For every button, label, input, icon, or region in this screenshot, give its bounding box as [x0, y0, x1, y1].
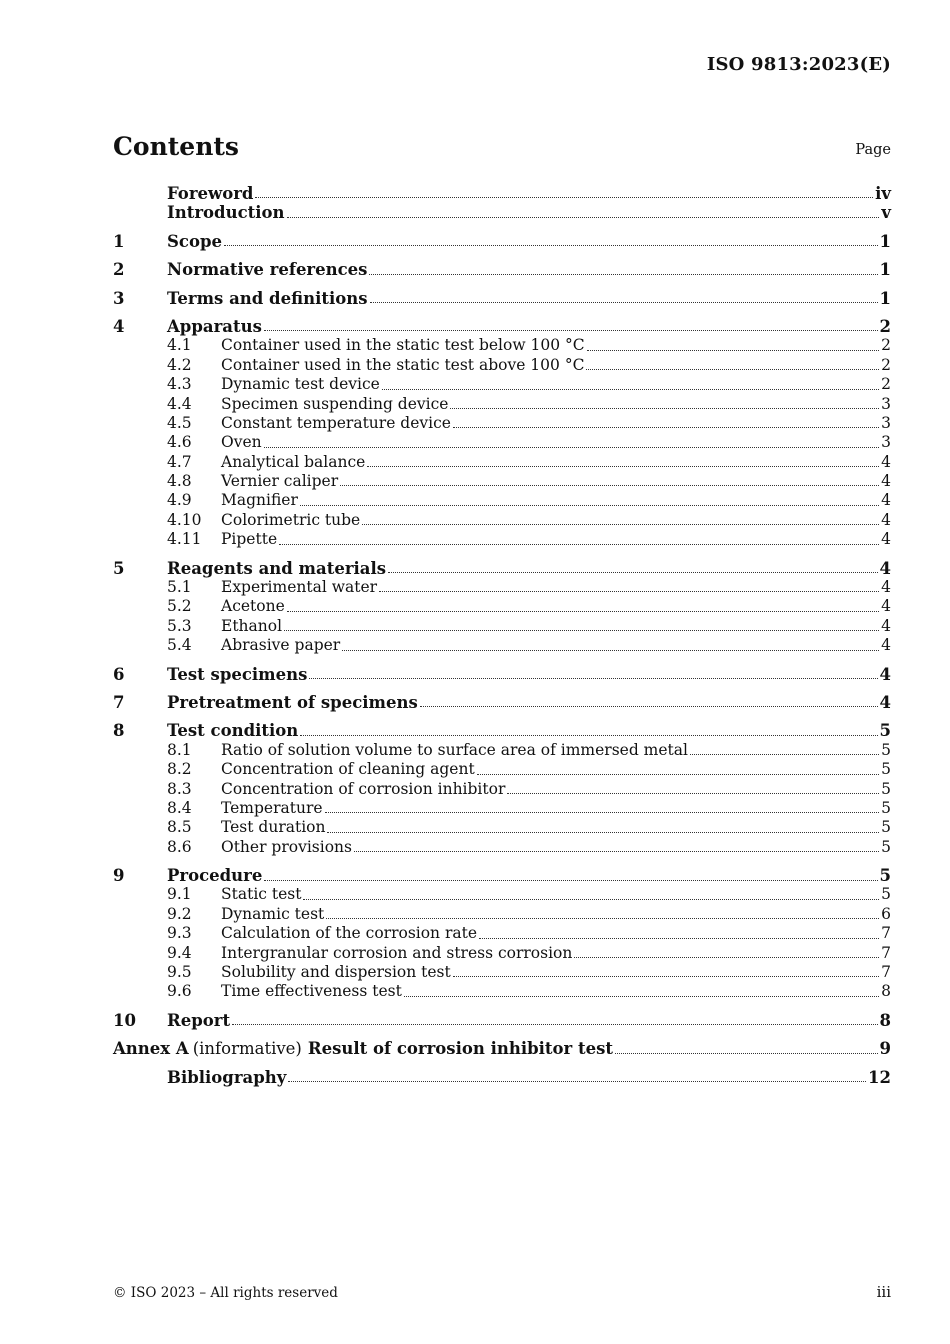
toc-title: Constant temperature device [221, 413, 451, 432]
toc-entry[interactable] [113, 232, 891, 251]
toc-subentry[interactable] [113, 886, 891, 905]
toc-page-number: 5 [881, 818, 891, 837]
toc-page-number: 1 [879, 260, 891, 280]
dot-leader [340, 484, 879, 486]
toc-title: Introduction [167, 203, 285, 223]
toc-number: 9.1 [167, 885, 192, 904]
dot-leader [303, 898, 879, 900]
toc-subentry[interactable] [113, 818, 891, 837]
toc-title: Report [167, 1010, 231, 1030]
toc-page-number: 4 [881, 452, 891, 471]
toc-title: Oven [221, 433, 262, 452]
table-of-contents [113, 184, 891, 1087]
toc-title: Test duration [221, 818, 326, 837]
toc-subentry[interactable] [113, 375, 891, 394]
toc-page-number: 4 [879, 692, 891, 712]
toc-number: 9 [113, 866, 125, 886]
dot-leader [479, 937, 879, 939]
toc-entry[interactable] [113, 866, 891, 885]
toc-title: Time effectiveness test [221, 982, 402, 1001]
toc-entry[interactable] [113, 1068, 891, 1087]
toc-subentry[interactable] [113, 760, 891, 779]
dot-leader [264, 329, 878, 331]
toc-number: 4.6 [167, 433, 192, 452]
dot-leader [362, 523, 879, 525]
toc-title: Calculation of the corrosion rate [221, 924, 478, 943]
document-id: ISO 9813:2023(E) [706, 54, 891, 75]
dot-leader [507, 792, 879, 794]
toc-title: Apparatus [167, 316, 262, 336]
toc-number: 5.2 [167, 597, 192, 616]
toc-page-number: 4 [879, 664, 891, 684]
toc-subentry[interactable] [113, 414, 891, 433]
toc-number: 9.5 [167, 963, 192, 982]
toc-page-number: 4 [881, 491, 891, 510]
toc-number: 8 [113, 721, 125, 741]
dot-leader [404, 995, 879, 997]
toc-page-number: 4 [881, 472, 891, 491]
toc-entry[interactable] [113, 1039, 891, 1058]
toc-entry[interactable] [113, 721, 891, 740]
toc-subentry[interactable] [113, 982, 891, 1001]
toc-page-number: 5 [881, 740, 891, 759]
toc-page-number: 4 [881, 616, 891, 635]
toc-number: 9.6 [167, 982, 192, 1001]
toc-subentry[interactable] [113, 511, 891, 530]
toc-title: Dynamic test device [221, 375, 380, 394]
toc-subentry[interactable] [113, 336, 891, 355]
toc-page-number: 1 [879, 231, 891, 251]
toc-number: 4.1 [167, 336, 192, 355]
toc-subentry[interactable] [113, 433, 891, 452]
toc-number: 4.3 [167, 375, 192, 394]
toc-number: 4.7 [167, 452, 192, 471]
dot-leader [326, 917, 879, 919]
toc-page-number: 4 [881, 636, 891, 655]
annex-info: (informative) [192, 1039, 302, 1059]
toc-number: 5.3 [167, 616, 192, 635]
toc-page-number: 2 [879, 316, 891, 336]
dot-leader [287, 216, 880, 218]
dot-leader [382, 388, 879, 390]
toc-subentry[interactable] [113, 741, 891, 760]
page-number: iii [876, 1283, 891, 1301]
toc-subentry[interactable] [113, 924, 891, 943]
toc-number: 5 [113, 558, 125, 578]
toc-number: 5.4 [167, 636, 192, 655]
dot-leader [367, 465, 879, 467]
toc-title: Abrasive paper [221, 636, 341, 655]
toc-page-number: 5 [879, 721, 891, 741]
dot-leader [224, 244, 878, 246]
toc-subentry[interactable] [113, 799, 891, 818]
dot-leader [690, 753, 879, 755]
page-column-label: Page [855, 142, 891, 158]
toc-page-number: 7 [881, 924, 891, 943]
toc-entry[interactable] [113, 317, 891, 336]
toc-subentry[interactable] [113, 472, 891, 491]
toc-title: Concentration of corrosion inhibitor [221, 779, 506, 798]
toc-entry[interactable] [113, 203, 891, 222]
toc-page-number: 5 [881, 837, 891, 856]
toc-title: Intergranular corrosion and stress corrosion [221, 943, 573, 962]
toc-title: Analytical balance [221, 452, 366, 471]
copyright-footer: © ISO 2023 – All rights reserved [113, 1285, 338, 1301]
dot-leader [300, 504, 879, 506]
toc-subentry[interactable] [113, 597, 891, 616]
toc-page-number: 5 [881, 760, 891, 779]
dot-leader [279, 543, 879, 545]
toc-subentry[interactable] [113, 453, 891, 472]
toc-number: 4.9 [167, 491, 192, 510]
toc-page-number: 2 [881, 355, 891, 374]
toc-title: Temperature [221, 798, 323, 817]
toc-number: 9.4 [167, 943, 192, 962]
toc-subentry[interactable] [113, 838, 891, 857]
toc-title: Ethanol [221, 616, 283, 635]
toc-entry[interactable] [113, 184, 891, 203]
toc-page-number: 5 [881, 798, 891, 817]
toc-entry[interactable] [113, 1011, 891, 1030]
toc-number: 5.1 [167, 578, 192, 597]
dot-leader [453, 975, 879, 977]
toc-title: Ratio of solution volume to surface area of immersed metal [221, 740, 688, 759]
toc-entry[interactable] [113, 559, 891, 578]
annex-label: Annex A [113, 1039, 189, 1059]
dot-leader [369, 273, 877, 275]
dot-leader [450, 407, 879, 409]
toc-number: 8.3 [167, 779, 192, 798]
toc-page-number: 5 [879, 866, 891, 886]
toc-title: Scope [167, 231, 223, 251]
toc-title: Pipette [221, 530, 278, 549]
toc-page-number: 5 [881, 885, 891, 904]
toc-page-number: 2 [881, 375, 891, 394]
toc-subentry[interactable] [113, 636, 891, 655]
dot-leader [309, 677, 877, 679]
toc-page-number: 8 [881, 982, 891, 1001]
dot-leader [264, 879, 877, 881]
dot-leader [477, 773, 879, 775]
toc-number: 1 [113, 231, 125, 251]
toc-number: 4.11 [167, 530, 202, 549]
dot-leader [388, 571, 877, 573]
toc-title: Procedure [167, 866, 263, 886]
toc-number: 9.3 [167, 924, 192, 943]
toc-title: Experimental water [221, 578, 378, 597]
toc-subentry[interactable] [113, 944, 891, 963]
toc-entry[interactable] [113, 260, 891, 279]
dot-leader [574, 956, 879, 958]
toc-title: Foreword [167, 183, 254, 203]
toc-title: Colorimetric tube [221, 510, 361, 529]
toc-page-number: 5 [881, 779, 891, 798]
toc-page-number: 4 [881, 578, 891, 597]
toc-title: Container used in the static test above 100 °C [221, 355, 585, 374]
toc-title: Other provisions [221, 837, 352, 856]
toc-subentry[interactable] [113, 780, 891, 799]
toc-number: 4.8 [167, 472, 192, 491]
dot-leader [325, 811, 880, 813]
contents-title: Contents [113, 132, 240, 161]
toc-subentry[interactable] [113, 617, 891, 636]
dot-leader [420, 705, 878, 707]
dot-leader [287, 610, 879, 612]
toc-page-number: 3 [881, 394, 891, 413]
toc-number: 3 [113, 288, 125, 308]
toc-title: Vernier caliper [221, 472, 339, 491]
dot-leader [354, 850, 879, 852]
dot-leader [379, 590, 879, 592]
toc-number: 4.4 [167, 394, 192, 413]
toc-number: 4.5 [167, 413, 192, 432]
toc-title: Dynamic test [221, 904, 325, 923]
toc-title: Normative references [167, 260, 368, 280]
toc-page-number: 4 [881, 530, 891, 549]
toc-page-number: 6 [881, 904, 891, 923]
dot-leader [453, 426, 879, 428]
dot-leader [264, 446, 880, 448]
toc-subentry[interactable] [113, 395, 891, 414]
dot-leader [232, 1023, 877, 1025]
dot-leader [288, 1080, 866, 1082]
toc-number: 7 [113, 692, 125, 712]
toc-page-number: 12 [868, 1067, 891, 1087]
toc-page-number: 4 [879, 558, 891, 578]
dot-leader [255, 196, 873, 198]
toc-entry[interactable] [113, 693, 891, 712]
toc-number: 4.10 [167, 510, 202, 529]
toc-page-number: 7 [881, 963, 891, 982]
toc-title: Static test [221, 885, 302, 904]
toc-title: Magnifier [221, 491, 298, 510]
toc-subentry[interactable] [113, 905, 891, 924]
toc-page-number: 3 [881, 433, 891, 452]
toc-number: 9.2 [167, 904, 192, 923]
toc-title: Pretreatment of specimens [167, 692, 418, 712]
dot-leader [284, 629, 879, 631]
dot-leader [370, 301, 878, 303]
toc-page-number: 2 [881, 336, 891, 355]
toc-title: Bibliography [167, 1067, 287, 1087]
toc-page-number: v [881, 203, 891, 223]
toc-entry[interactable] [113, 665, 891, 684]
toc-title: Reagents and materials [167, 558, 387, 578]
dot-leader [300, 734, 877, 736]
toc-subentry[interactable] [113, 578, 891, 597]
toc-title: Concentration of cleaning agent [221, 760, 475, 779]
toc-number: 8.6 [167, 837, 192, 856]
toc-page-number: 4 [881, 510, 891, 529]
toc-number: 8.2 [167, 760, 192, 779]
toc-number: 4 [113, 316, 125, 336]
toc-subentry[interactable] [113, 963, 891, 982]
toc-subentry[interactable] [113, 530, 891, 549]
toc-title: Terms and definitions [167, 288, 368, 308]
toc-page-number: 8 [879, 1010, 891, 1030]
dot-leader [586, 368, 879, 370]
dot-leader [342, 649, 879, 651]
dot-leader [587, 349, 879, 351]
dot-leader [327, 831, 879, 833]
toc-subentry[interactable] [113, 491, 891, 510]
toc-number: 8.4 [167, 798, 192, 817]
toc-number: 10 [113, 1010, 136, 1030]
toc-number: 2 [113, 260, 125, 280]
toc-page-number: 9 [879, 1039, 891, 1059]
toc-title: Acetone [221, 597, 285, 616]
toc-page-number: 1 [879, 288, 891, 308]
dot-leader [615, 1052, 877, 1054]
toc-page-number: 7 [881, 943, 891, 962]
toc-title: Specimen suspending device [221, 394, 449, 413]
toc-entry[interactable] [113, 289, 891, 308]
toc-subentry[interactable] [113, 356, 891, 375]
toc-number: 6 [113, 664, 125, 684]
toc-title: Solubility and dispersion test [221, 963, 451, 982]
toc-title: Result of corrosion inhibitor test [307, 1039, 614, 1059]
toc-title: Test condition [167, 721, 299, 741]
toc-page-number: 3 [881, 413, 891, 432]
toc-title: Test specimens [167, 664, 308, 684]
toc-page-number: 4 [881, 597, 891, 616]
toc-number: 8.5 [167, 818, 192, 837]
toc-title: Container used in the static test below 100 °C [221, 336, 585, 355]
toc-page-number: iv [875, 183, 891, 203]
toc-number: 4.2 [167, 355, 192, 374]
toc-number: 8.1 [167, 740, 192, 759]
